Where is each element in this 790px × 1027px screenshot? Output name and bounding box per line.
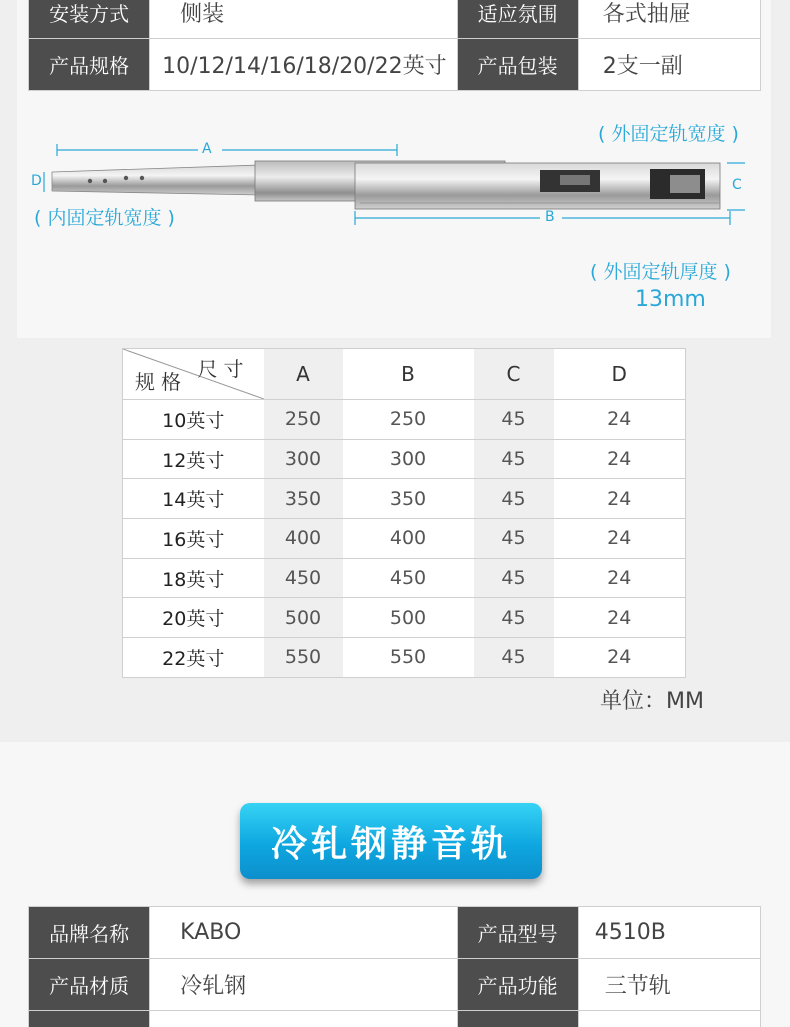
- spec-key: 产品包装: [457, 39, 578, 91]
- table-row: [123, 439, 686, 479]
- spec-key: 产品功能: [457, 959, 578, 1011]
- table-header-row: [123, 349, 686, 400]
- table-cell: 250: [264, 400, 343, 440]
- spec-value: [578, 1011, 760, 1027]
- table-cell: 45: [474, 638, 554, 678]
- outer-width-label: ( 外固定轨宽度 ): [598, 123, 739, 145]
- spec-value: 侧装: [150, 0, 457, 39]
- section-title-badge: [240, 803, 542, 879]
- rail-diagram: [30, 115, 770, 325]
- column-header: C: [474, 349, 554, 400]
- corner-header: [123, 349, 264, 400]
- spec-value: 4510B: [578, 907, 760, 959]
- spec-key: 适应氛围: [457, 0, 578, 39]
- table-cell: 45: [474, 479, 554, 519]
- table-row: [29, 0, 761, 39]
- table-row: [29, 39, 761, 91]
- table-cell: 24: [554, 558, 686, 598]
- table-cell: 500: [264, 598, 343, 638]
- table-row: [123, 479, 686, 519]
- row-label: 12英寸: [123, 439, 264, 479]
- spec-key: [457, 1011, 578, 1027]
- dimension-a-label: A: [202, 141, 212, 157]
- spec-key: 品牌名称: [29, 907, 150, 959]
- table-cell: 250: [343, 400, 474, 440]
- spec-value: 冷轧钢: [150, 959, 457, 1011]
- dimension-b-label: B: [545, 209, 555, 225]
- spec-key: [29, 1011, 150, 1027]
- row-label: 16英寸: [123, 519, 264, 559]
- table-cell: 24: [554, 638, 686, 678]
- dimension-d-label: D: [31, 173, 42, 189]
- spec-key: 安装方式: [29, 0, 150, 39]
- spec-value: 2支一副: [578, 39, 760, 91]
- table-cell: 45: [474, 519, 554, 559]
- column-header: D: [554, 349, 686, 400]
- table-cell: 500: [343, 598, 474, 638]
- spec-table-bottom: [28, 906, 761, 1027]
- dimension-c-label: C: [732, 177, 742, 193]
- table-cell: 550: [343, 638, 474, 678]
- table-cell: 45: [474, 439, 554, 479]
- row-label: 14英寸: [123, 479, 264, 519]
- table-cell: 45: [474, 558, 554, 598]
- row-label: 18英寸: [123, 558, 264, 598]
- column-header: A: [264, 349, 343, 400]
- outer-thickness-label: ( 外固定轨厚度 ): [590, 261, 731, 283]
- spec-table-top: [28, 0, 761, 91]
- corner-top-label: 尺寸: [197, 357, 250, 381]
- table-row: [123, 519, 686, 559]
- dimension-table: [122, 348, 686, 678]
- unit-label: 单位：MM: [600, 689, 704, 714]
- inner-width-label: ( 内固定轨宽度 ): [34, 207, 175, 229]
- table-cell: 24: [554, 439, 686, 479]
- spec-key: 产品规格: [29, 39, 150, 91]
- table-row: [29, 959, 761, 1011]
- table-cell: 24: [554, 479, 686, 519]
- table-cell: 45: [474, 400, 554, 440]
- outer-thickness-value: 13mm: [635, 287, 706, 312]
- table-cell: 450: [343, 558, 474, 598]
- row-label: 10英寸: [123, 400, 264, 440]
- table-cell: 350: [264, 479, 343, 519]
- table-cell: 24: [554, 598, 686, 638]
- table-cell: 300: [264, 439, 343, 479]
- table-cell: 24: [554, 519, 686, 559]
- spec-value: [150, 1011, 457, 1027]
- table-row: [123, 400, 686, 440]
- spec-key: 产品型号: [457, 907, 578, 959]
- spec-value: 10/12/14/16/18/20/22英寸: [150, 39, 457, 91]
- table-cell: 550: [264, 638, 343, 678]
- table-row: [123, 638, 686, 678]
- table-cell: 400: [264, 519, 343, 559]
- table-cell: 400: [343, 519, 474, 559]
- spec-value: 各式抽屉: [578, 0, 760, 39]
- table-cell: 45: [474, 598, 554, 638]
- table-row: [123, 598, 686, 638]
- table-row: [29, 907, 761, 959]
- table-cell: 24: [554, 400, 686, 440]
- spec-value: 三节轨: [578, 959, 760, 1011]
- table-cell: 350: [343, 479, 474, 519]
- spec-value: KABO: [150, 907, 457, 959]
- table-row: [123, 558, 686, 598]
- row-label: 20英寸: [123, 598, 264, 638]
- table-cell: 450: [264, 558, 343, 598]
- section-title: 冷轧钢静音轨: [270, 823, 511, 865]
- table-cell: 300: [343, 439, 474, 479]
- table-row: [29, 1011, 761, 1027]
- corner-bottom-label: 规格: [135, 370, 187, 394]
- spec-key: 产品材质: [29, 959, 150, 1011]
- row-label: 22英寸: [123, 638, 264, 678]
- column-header: B: [343, 349, 474, 400]
